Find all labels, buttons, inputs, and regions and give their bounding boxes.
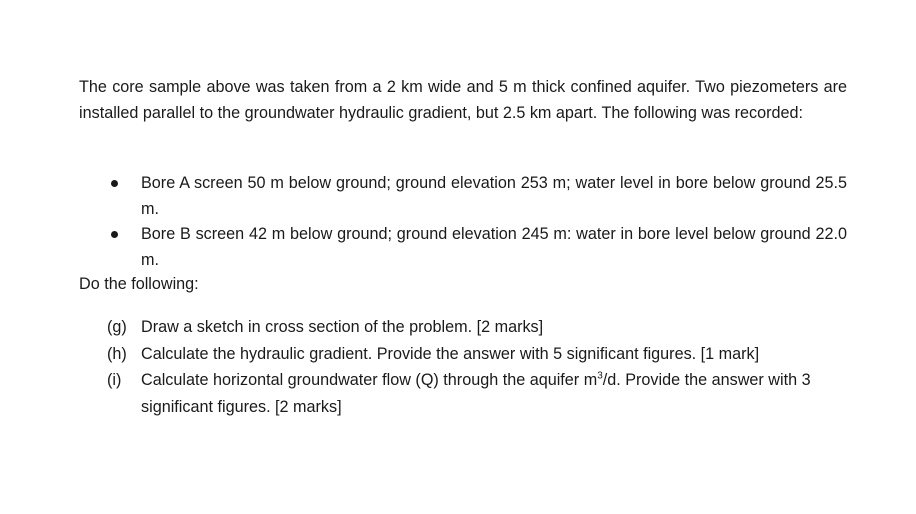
cubic-superscript: 3	[597, 370, 603, 382]
task-text	[141, 371, 811, 416]
task-item-h	[107, 341, 827, 368]
task-text: Draw a sketch in cross section of the problem. [2 marks]	[141, 318, 544, 336]
bullet-icon	[111, 180, 118, 187]
task-item-g	[107, 314, 827, 341]
bullet-item-bore-a	[108, 171, 847, 222]
task-list	[107, 314, 827, 420]
intro-paragraph: The core sample above was taken from a 2 km wide and 5 m thick confined aquifer. Two piezometers are installed parallel to the groundwater hydraulic gradient, but 2.5 km apart. The following was recorded:	[79, 78, 847, 122]
bullet-icon	[111, 231, 118, 238]
task-text: Calculate the hydraulic gradient. Provide the answer with 5 significant figures. [1 mark]	[141, 344, 760, 363]
recorded-data-list	[108, 171, 847, 273]
task-item-i	[107, 367, 827, 420]
bullet-text: Bore B screen 42 m below ground; ground elevation 245 m: water in bore level below ground 22.0 m.	[141, 225, 847, 269]
task-letter: (g)	[107, 318, 127, 336]
do-following-label: Do the following:	[79, 275, 199, 293]
bullet-item-bore-b	[108, 222, 847, 273]
task-text-part: Calculate horizontal groundwater flow (Q) through the aquifer m	[141, 371, 598, 389]
task-text-part: /d. Provide the answer with 3 significant figures. [2 marks]	[141, 371, 811, 416]
task-letter: (i)	[107, 371, 122, 389]
task-letter: (h)	[107, 344, 127, 363]
bullet-text: Bore A screen 50 m below ground; ground elevation 253 m; water level in bore below ground 25.5 m.	[141, 174, 847, 218]
